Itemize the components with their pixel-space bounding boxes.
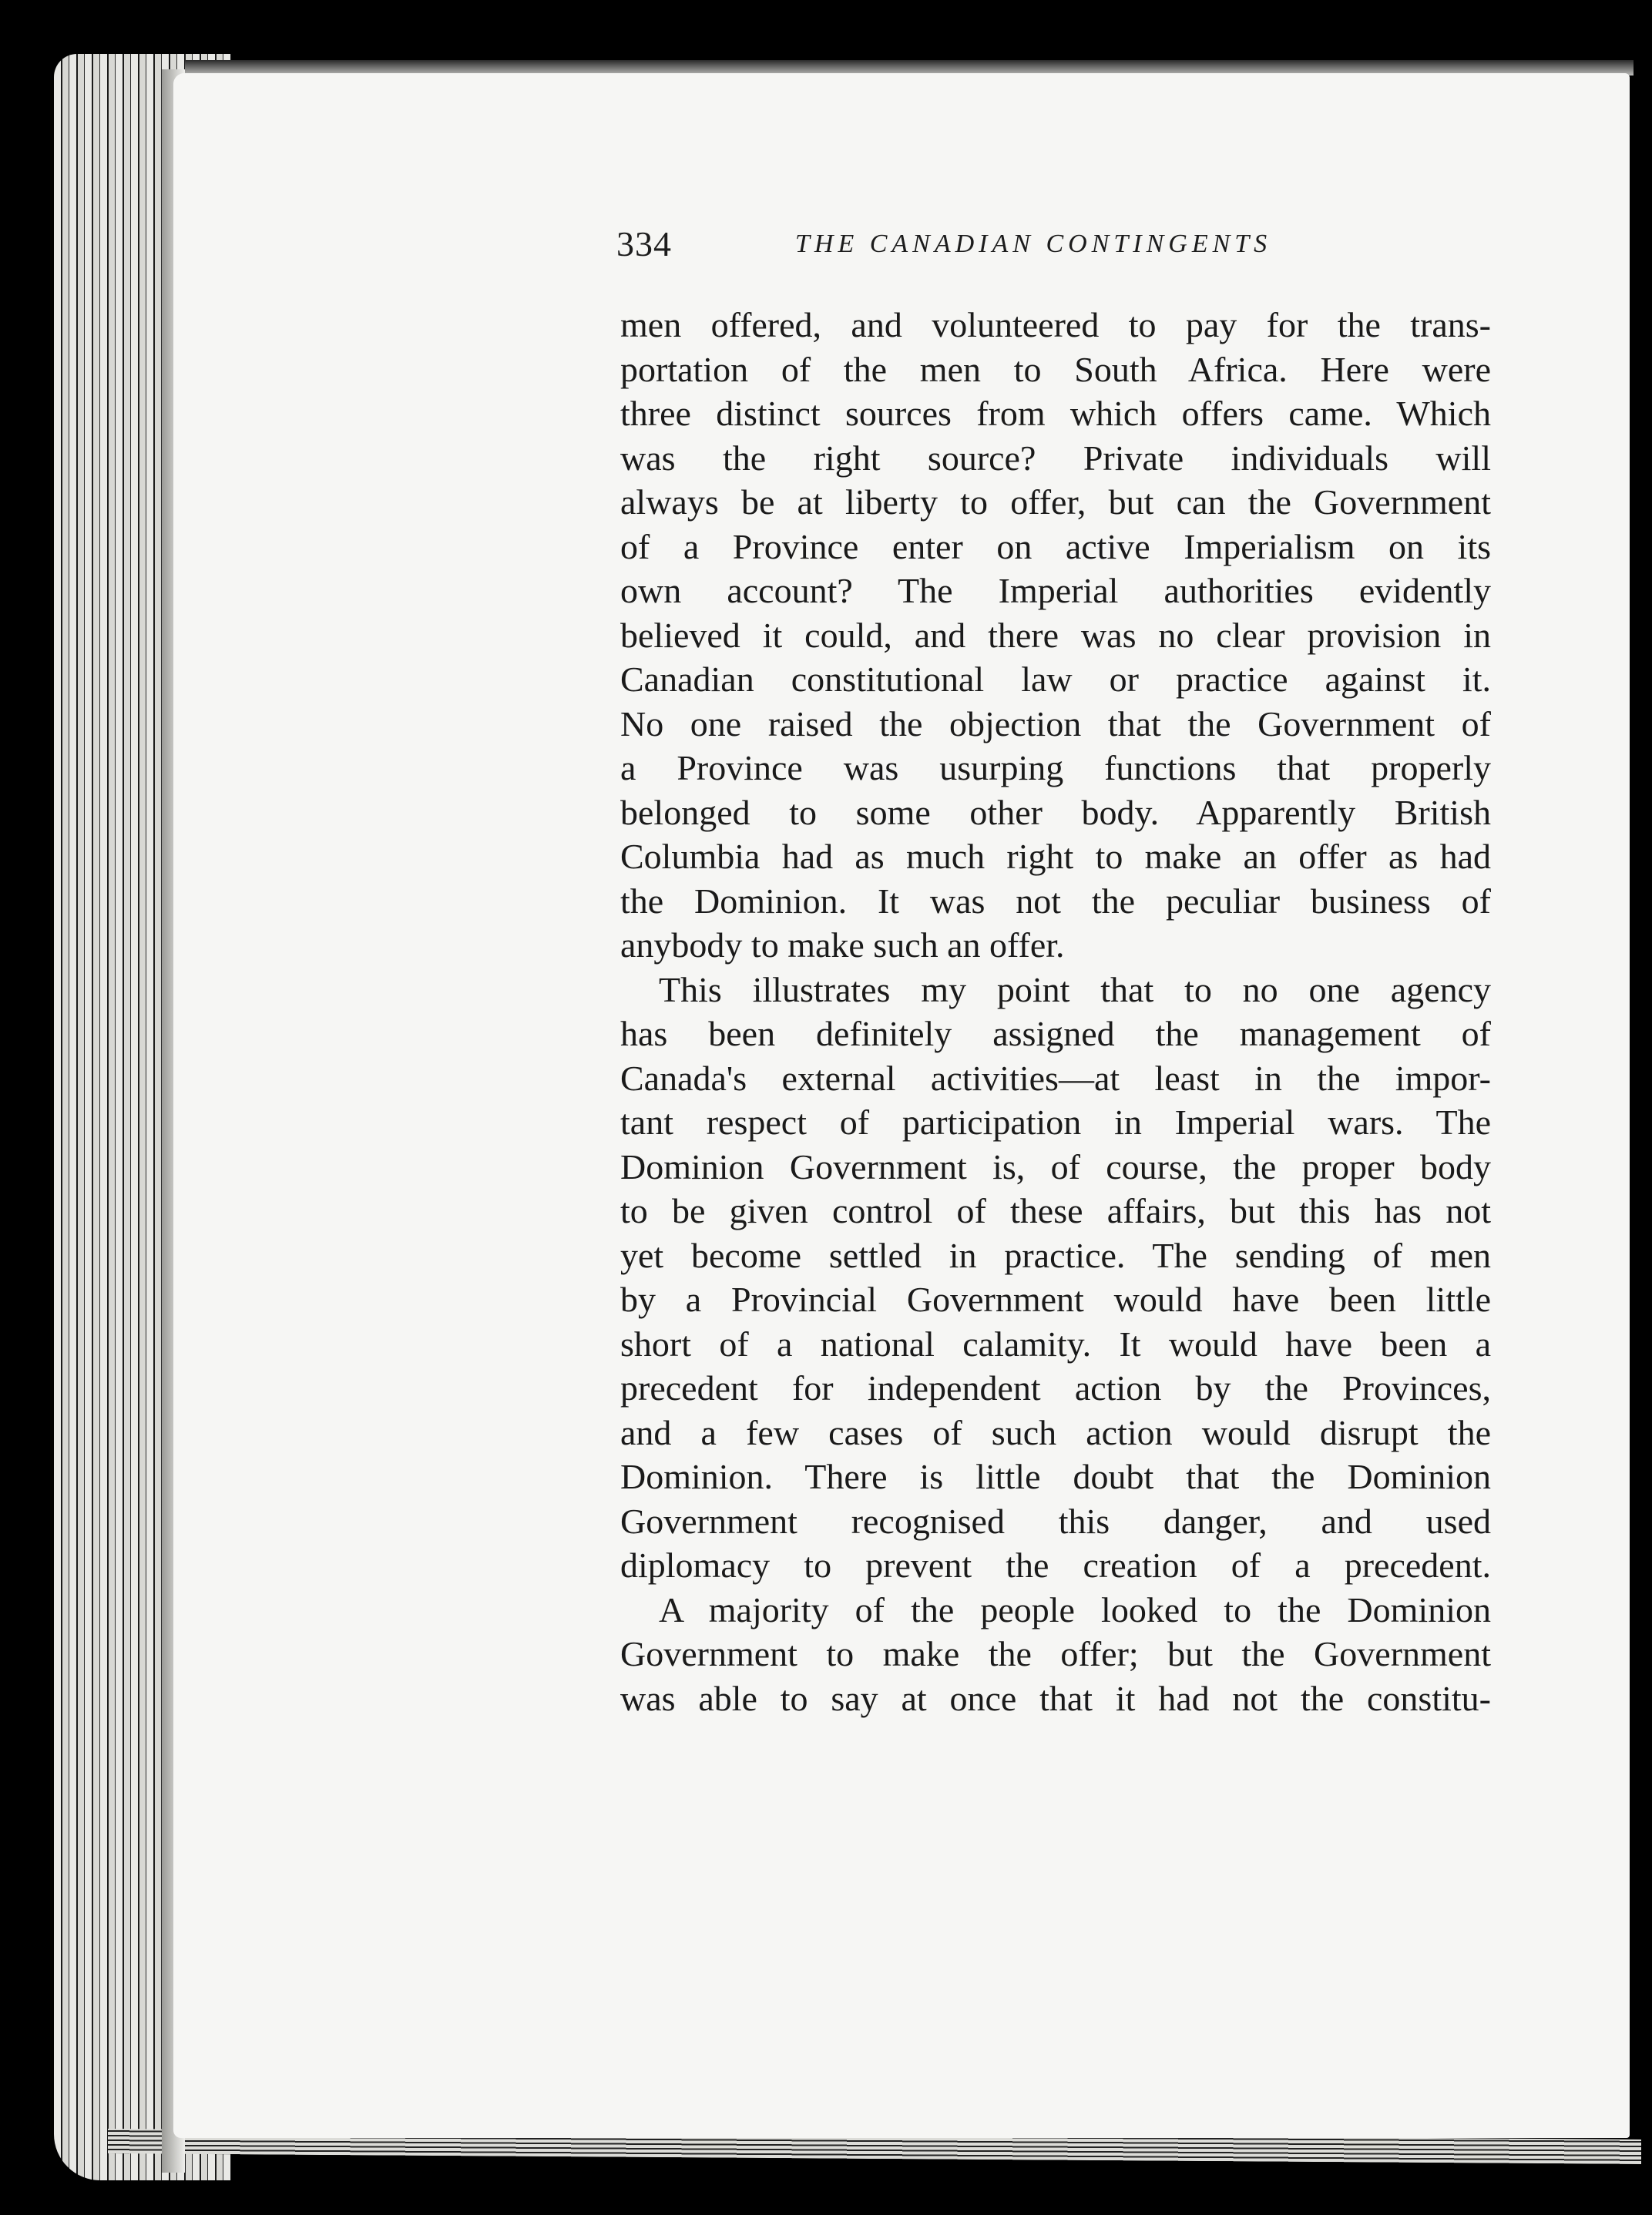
- text-line: precedent for independent action by the Provinces,: [620, 1368, 1491, 1408]
- text-line: belonged to some other body. Apparently British: [620, 792, 1491, 832]
- text-line: This illustrates my point that to no one agency: [659, 969, 1491, 1009]
- text-line: was able to say at once that it had not the constitu-: [620, 1678, 1491, 1718]
- text-line: three distinct sources from which offers came. Which: [620, 394, 1491, 433]
- text-line: yet become settled in practice. The sending of men: [620, 1235, 1491, 1275]
- text-line: diplomacy to prevent the creation of a precedent.: [620, 1545, 1491, 1585]
- running-head-title: THE CANADIAN CONTINGENTS: [795, 230, 1272, 258]
- text-line: short of a national calamity. It would have been a: [620, 1324, 1491, 1364]
- text-line: the Dominion. It was not the peculiar business of: [620, 881, 1491, 921]
- text-line: portation of the men to South Africa. Here were: [620, 349, 1491, 389]
- body-text: [620, 303, 1491, 1720]
- text-line: Government recognised this danger, and used: [620, 1501, 1491, 1541]
- text-line: a Province was usurping functions that properly: [620, 748, 1491, 787]
- text-line: tant respect of participation in Imperial wars. The: [620, 1102, 1491, 1142]
- text-line: A majority of the people looked to the Dominion: [659, 1589, 1491, 1629]
- text-line: always be at liberty to offer, but can the Government: [620, 482, 1491, 522]
- text-line: Canada's external activities—at least in the impor-: [620, 1058, 1491, 1098]
- text-line: anybody to make such an offer.: [620, 925, 1065, 965]
- text-line: was the right source? Private individuals will: [620, 438, 1491, 478]
- text-line: Dominion. There is little doubt that the Dominion: [620, 1457, 1491, 1496]
- page-number: 334: [616, 224, 672, 263]
- text-line: to be given control of these affairs, but this has not: [620, 1191, 1491, 1230]
- text-line: of a Province enter on active Imperialism on its: [620, 526, 1491, 566]
- text-line: men offered, and volunteered to pay for the trans-: [620, 305, 1491, 344]
- text-line: own account? The Imperial authorities evidently: [620, 571, 1491, 610]
- text-line: Canadian constitutional law or practice against it.: [620, 659, 1491, 699]
- text-line: No one raised the objection that the Government of: [620, 703, 1491, 743]
- text-line: believed it could, and there was no clear provision in: [620, 615, 1491, 655]
- text-line: Government to make the offer; but the Government: [620, 1634, 1491, 1673]
- text-line: Dominion Government is, of course, the proper body: [620, 1146, 1491, 1186]
- running-head: [616, 223, 1464, 270]
- text-line: has been definitely assigned the management of: [620, 1014, 1491, 1053]
- text-line: and a few cases of such action would disrupt the: [620, 1412, 1491, 1452]
- text-line: by a Provincial Government would have been little: [620, 1280, 1491, 1319]
- text-line: Columbia had as much right to make an offer as had: [620, 837, 1491, 876]
